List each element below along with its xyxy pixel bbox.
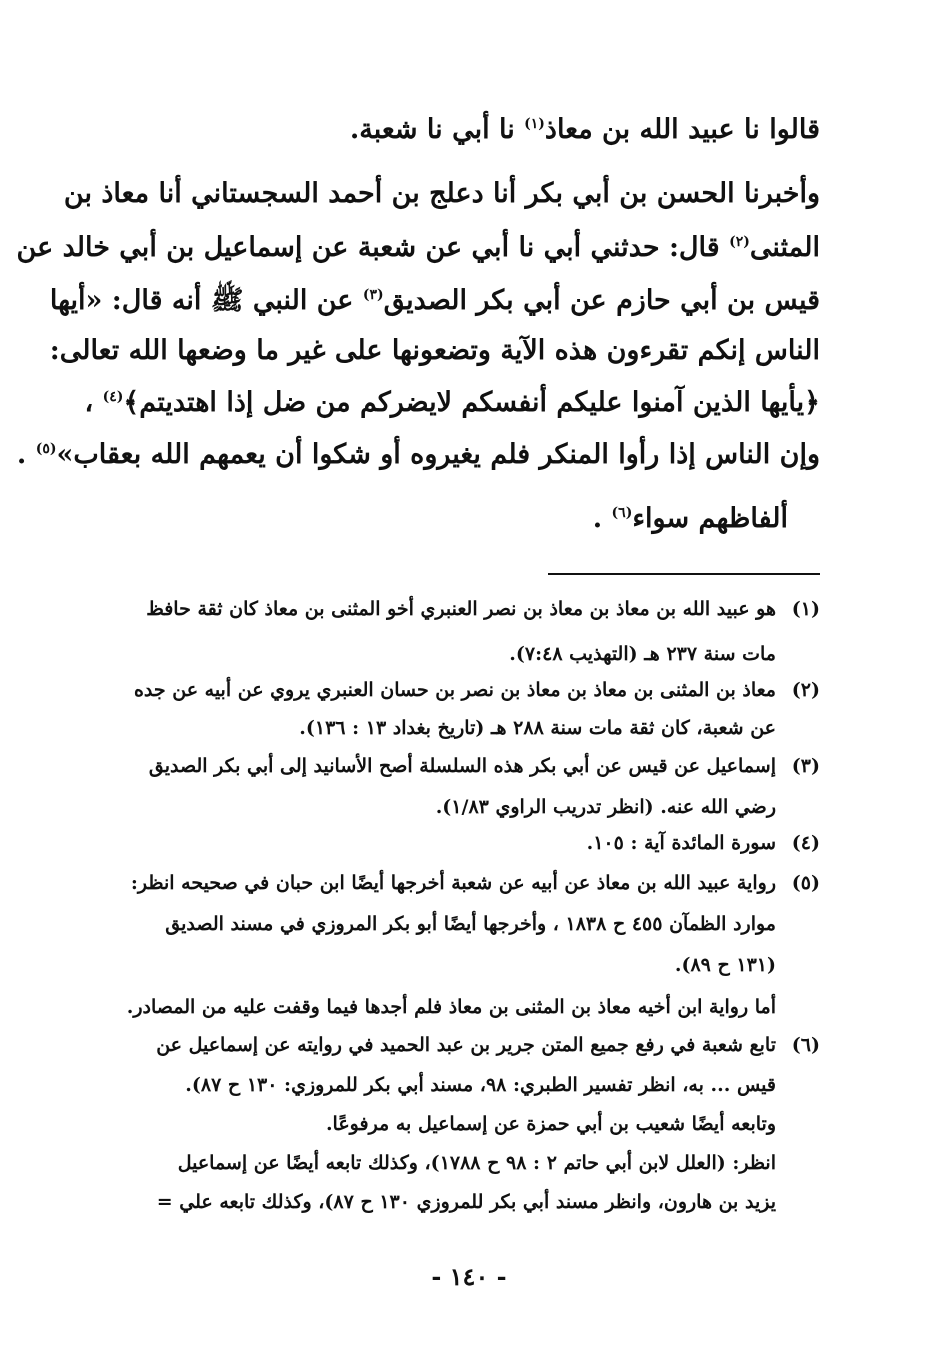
footnote-6-line-5: يزيد بن هارون، وانظر مسند أبي بكر للمروزي ١٣٠ ح ٨٧)، وكذلك تابعه علي = xyxy=(156,1191,776,1213)
footnote-5-line-1: (٥)رواية عبيد الله بن معاذ عن أبيه عن شعبة أخرجها أيضًا ابن حبان في صحيحه انظر: xyxy=(130,872,820,894)
footnote-1-line-2: مات سنة ٢٣٧ هـ (التهذيب ٧:٤٨). xyxy=(509,643,776,665)
main-line-3: المثنى$^{(٢)}$ قال: حدثني أبي نا أبي عن شعبة عن إسماعيل بن أبي خالد عن xyxy=(16,232,820,263)
footnote-3-line-1: (٣)إسماعيل عن قيس عن أبي بكر هذه السلسلة أصح الأسانيد إلى أبي بكر الصديق xyxy=(148,755,820,777)
footnote-2-line-1: (٢)معاذ بن المثنى بن معاذ بن معاذ بن نصر بن حسان العنبري يروي عن أبيه عن جده xyxy=(133,679,820,701)
main-line-7: وإن الناس إذا رأوا المنكر فلم يغيروه أو شكوا أن يعمهم الله بعقاب»$^{(٥)}$ . xyxy=(16,439,820,470)
footnote-1-line-1: (١)هو عبيد الله بن معاذ بن معاذ بن نصر العنبري أخو المثنى بن معاذ كان ثقة حافظ xyxy=(146,598,820,620)
main-line-1: قالوا نا عبيد الله بن معاذ$^{(١)}$ نا أبي نا شعبة. xyxy=(349,114,820,145)
main-line-5: الناس إنكم تقرءون هذه الآية وتضعونها على غير ما وضعها الله تعالى: xyxy=(49,335,820,366)
footnote-3-line-2: رضي الله عنه. (انظر تدريب الراوي ١/٨٣). xyxy=(435,796,776,818)
footnote-5-line-3: (١٣١ ح ٨٩). xyxy=(674,954,776,976)
footnote-5-line-4: أما رواية ابن أخيه معاذ بن المثنى بن معاذ فلم أجدها فيما وقفت عليه من المصادر. xyxy=(126,996,776,1018)
footnote-2-line-2: عن شعبة، كان ثقة مات سنة ٢٨٨ هـ (تاريخ بغداد ١٣ : ١٣٦). xyxy=(299,717,776,739)
main-line-2: وأخبرنا الحسن بن أبي بكر أنا دعلج بن أحمد السجستاني أنا معاذ بن xyxy=(63,178,820,209)
footnote-6-line-1: (٦)تابع شعبة في رفع جميع المتن جرير بن عبد الحميد في روايته عن إسماعيل عن xyxy=(156,1034,820,1056)
footnote-6-line-2: قيس ... به، انظر تفسير الطبري: ٩٨، مسند أبي بكر للمروزي: ١٣٠ ح ٨٧). xyxy=(185,1074,776,1096)
footnote-6-line-4: انظر: (العلل لابن أبي حاتم ٢ : ٩٨ ح ١٧٨٨)، وكذلك تابعه أيضًا عن إسماعيل xyxy=(177,1152,776,1174)
page-number: - ١٤٠ - xyxy=(431,1262,507,1291)
main-line-4: قيس بن أبي حازم عن أبي بكر الصديق$^{(٣)}$ عن النبي ﷺ أنه قال: «أيها xyxy=(49,285,820,316)
footnote-6-line-3: وتابعه أيضًا شعيب بن أبي حمزة عن إسماعيل به مرفوعًا. xyxy=(325,1113,776,1135)
footnote-4-line-1: (٤)سورة المائدة آية : ١٠٥. xyxy=(586,832,820,854)
footnote-separator xyxy=(548,573,820,575)
main-line-8: ألفاظهم سواء$^{(٦)}$ . xyxy=(592,503,788,534)
main-line-6: ﴿يأيها الذين آمنوا عليكم أنفسكم لايضركم من ضل إذا اهتديتم﴾$^{(٤)}$ ، xyxy=(84,387,820,418)
footnote-5-line-2: موارد الظمآن ٤٥٥ ح ١٨٣٨ ، وأخرجها أيضًا أبو بكر المروزي في مسند الصديق xyxy=(165,913,776,935)
